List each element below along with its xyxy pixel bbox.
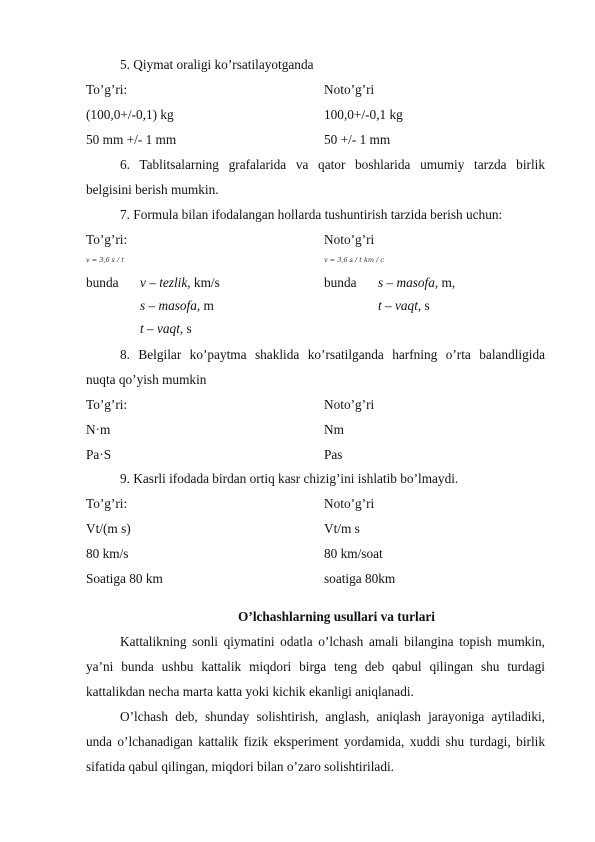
paragraph-line: kattalikdan necha marta katta yoki kichik ekanligi aniqlanadi. <box>86 684 414 699</box>
incorrect-example: 80 km/soat <box>324 546 383 561</box>
incorrect-label: Noto’g’ri <box>324 82 375 97</box>
incorrect-example: 50 +/- 1 mm <box>324 132 391 147</box>
correct-example: 80 km/s <box>86 546 129 561</box>
incorrect-label: Noto’g’ri <box>324 496 375 511</box>
paragraph-line: Kattalikning sonli qiymatini odatla o’lchash amali bilangina topish mumkin, <box>120 634 545 649</box>
correct-example: 50 mm +/- 1 mm <box>86 132 177 147</box>
item-6-line: 6. Tablitsalarning grafalarida va qator boshlarida umumiy tarzda birlik <box>120 157 545 172</box>
item-5-title: 5. Qiymat oraligi ko’rsatilayotganda <box>120 57 314 72</box>
correct-label: To’g’ri: <box>86 232 128 247</box>
paragraph-line: O’lchash deb, shunday solishtirish, anglash, aniqlash jarayoniga aytiladiki, <box>120 709 545 724</box>
formula-text: v = 3,6 s / t <box>86 256 124 264</box>
paragraph-line: ya’ni bunda ushbu kattalik miqdori birga teng deb qabul qilingan shu turdagi <box>86 659 545 674</box>
correct-example: Pa·S <box>86 447 112 462</box>
bunda-label: bunda <box>86 275 119 290</box>
correct-label: To’g’ri: <box>86 82 128 97</box>
item-7-title: 7. Formula bilan ifodalangan hollarda tushuntirish tarzida berish uchun: <box>120 207 503 222</box>
correct-example: N·m <box>86 422 111 437</box>
paragraph-line: unda o’lchanadigan kattalik fizik eksperiment yordamida, xuddi shu turdagi, birlik <box>86 734 545 749</box>
item-8-line: nuqta qo’yish mumkin <box>86 372 207 387</box>
incorrect-example: Vt/m s <box>324 521 360 536</box>
incorrect-label: Noto’g’ri <box>324 397 375 412</box>
bunda-label: bunda <box>324 275 357 290</box>
incorrect-example: Nm <box>324 422 344 437</box>
definition: t – vaqt, s <box>140 321 192 336</box>
definition: s – masofa, m <box>140 298 214 313</box>
section-heading: O’lchashlarning usullari va turlari <box>238 609 435 624</box>
definition: t – vaqt, s <box>378 298 430 313</box>
incorrect-example: soatiga 80km <box>324 571 396 586</box>
definition: v – tezlik, km/s <box>140 275 220 290</box>
formula-text: v = 3,6 s / t km / c <box>324 256 385 264</box>
incorrect-example: 100,0+/-0,1 kg <box>324 107 403 122</box>
incorrect-label: Noto’g’ri <box>324 232 375 247</box>
correct-label: To’g’ri: <box>86 496 128 511</box>
formula-image-correct <box>86 252 156 262</box>
paragraph-line: sifatida qabul qilingan, miqdori bilan o’zaro solishtiriladi. <box>86 759 394 774</box>
correct-example: Vt/(m s) <box>86 521 131 536</box>
formula-image-incorrect <box>324 252 424 262</box>
incorrect-example: Pas <box>324 447 343 462</box>
item-8-line: 8. Belgilar ko’paytma shaklida ko’rsatilganda harfning o’rta balandligida <box>120 347 545 362</box>
definition: s – masofa, m, <box>378 275 456 290</box>
item-6-line: belgisini berish mumkin. <box>86 182 219 197</box>
correct-label: To’g’ri: <box>86 397 128 412</box>
correct-example: Soatiga 80 km <box>86 571 163 586</box>
correct-example: (100,0+/-0,1) kg <box>86 107 174 122</box>
item-9-title: 9. Kasrli ifodada birdan ortiq kasr chizig’ini ishlatib bo’lmaydi. <box>120 471 459 486</box>
